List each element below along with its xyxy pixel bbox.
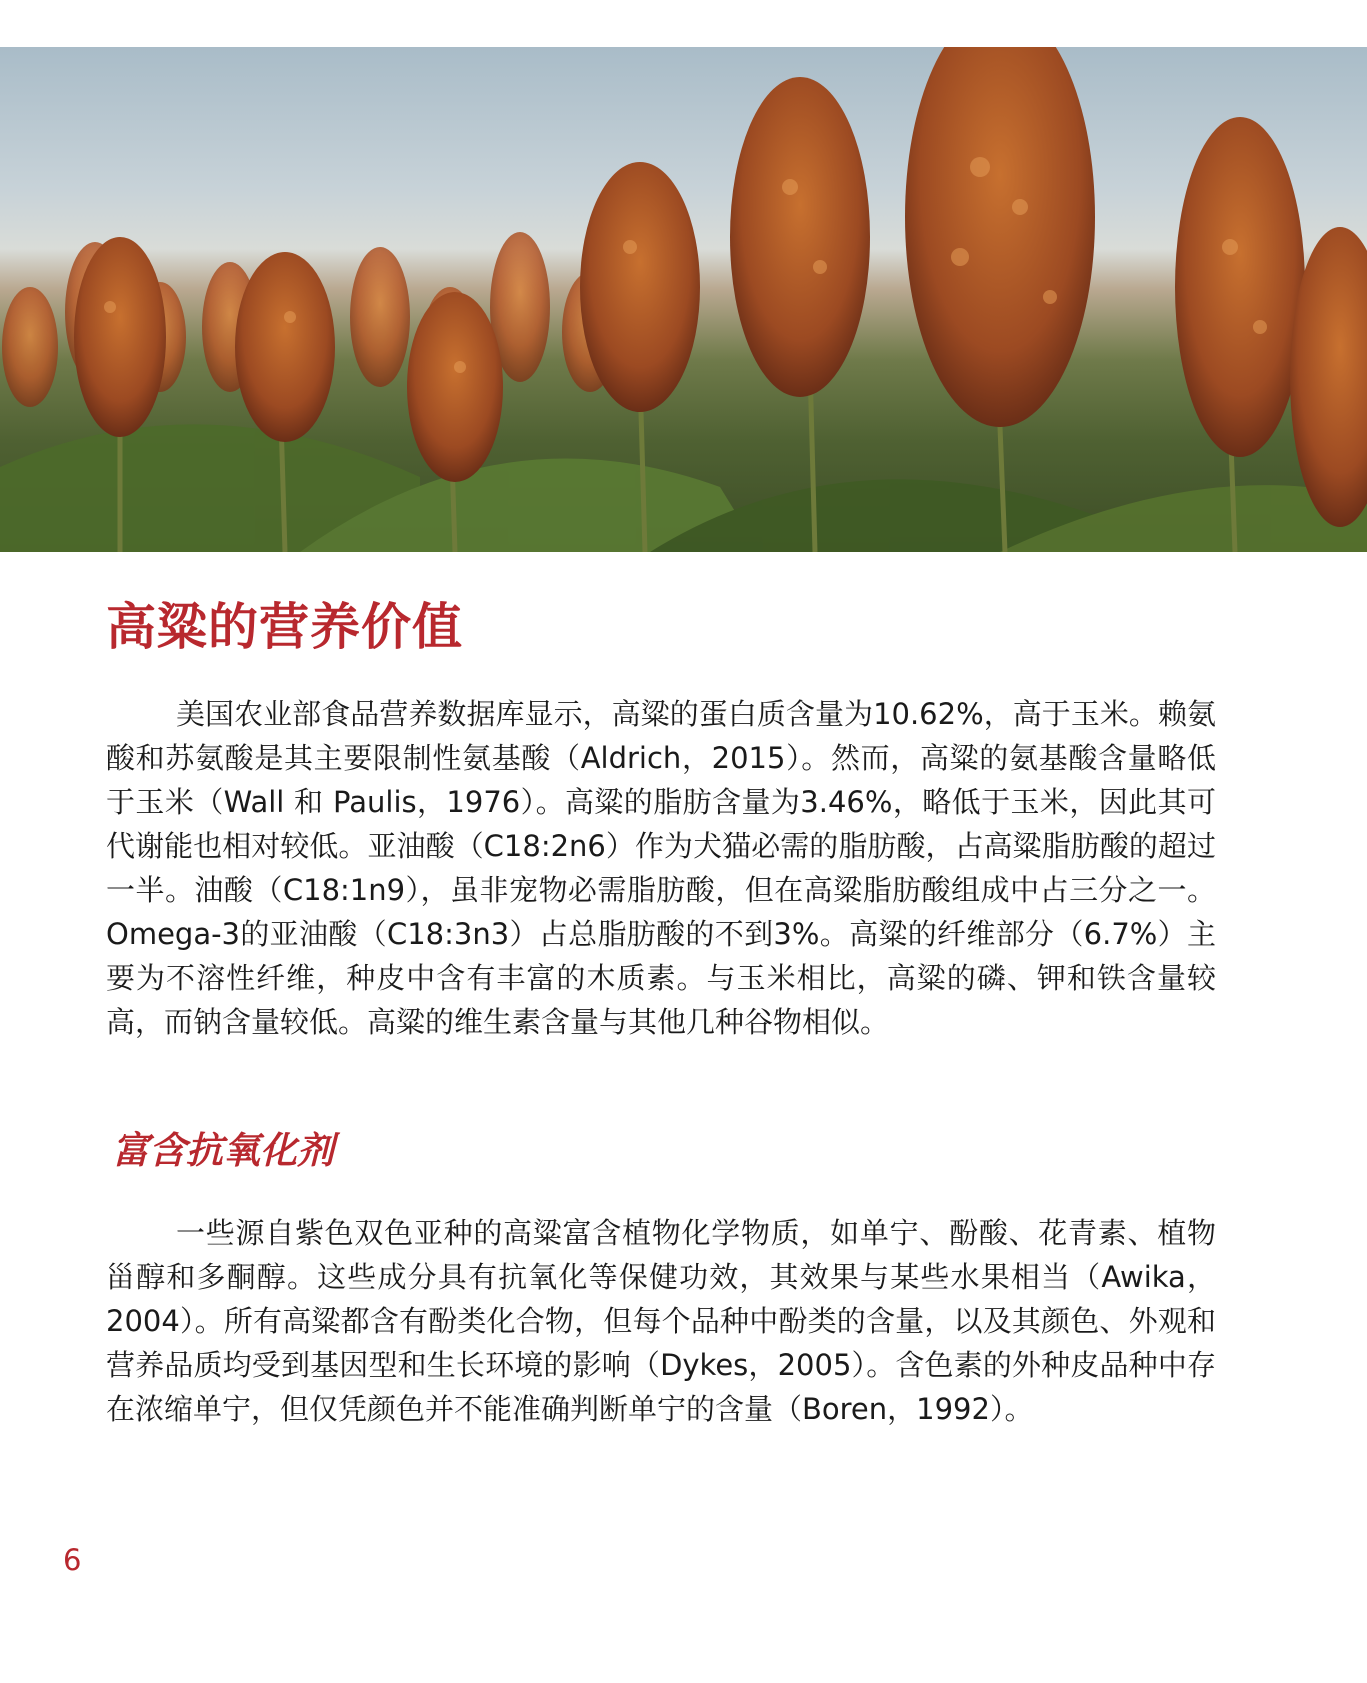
page-title: 高粱的营养价值	[106, 598, 463, 656]
nutrition-paragraph: 美国农业部食品营养数据库显示，高粱的蛋白质含量为10.62%，高于玉米。赖氨酸和苏氨酸是其主要限制性氨基酸（Aldrich，2015）。然而，高粱的氨基酸含量略低于玉米（Wall 和 Paulis，1976）。高粱的脂肪含量为3.46%，略低于玉米，因此其可代谢能也相对较低。亚油酸（C18:2n6）作为犬猫必需的脂肪酸，占高粱脂肪酸的超过一半。油酸（C18:1n9），虽非宠物必需脂肪酸，但在高粱脂肪酸组成中占三分之一。Omega-3的亚油酸（C18:3n3）占总脂肪酸的不到3%。高粱的纤维部分（6.7%）主要为不溶性纤维，种皮中含有丰富的木质素。与玉米相比，高粱的磷、钾和铁含量较高，而钠含量较低。高粱的维生素含量与其他几种谷物相似。	[106, 697, 1216, 1039]
page-number: 6	[63, 1543, 82, 1577]
sorghum-photo	[0, 47, 1367, 552]
section-subtitle: 富含抗氧化剂	[112, 1129, 334, 1172]
sorghum-field-illustration	[0, 47, 1367, 552]
antioxidant-paragraph: 一些源自紫色双色亚种的高粱富含植物化学物质，如单宁、酚酸、花青素、植物甾醇和多酮醇。这些成分具有抗氧化等保健功效，其效果与某些水果相当（Awika，2004）。所有高粱都含有酚类化合物，但每个品种中酚类的含量，以及其颜色、外观和营养品质均受到基因型和生长环境的影响（Dykes，2005）。含色素的外种皮品种中存在浓缩单宁，但仅凭颜色并不能准确判断单宁的含量（Boren，1992）。	[106, 1216, 1216, 1426]
